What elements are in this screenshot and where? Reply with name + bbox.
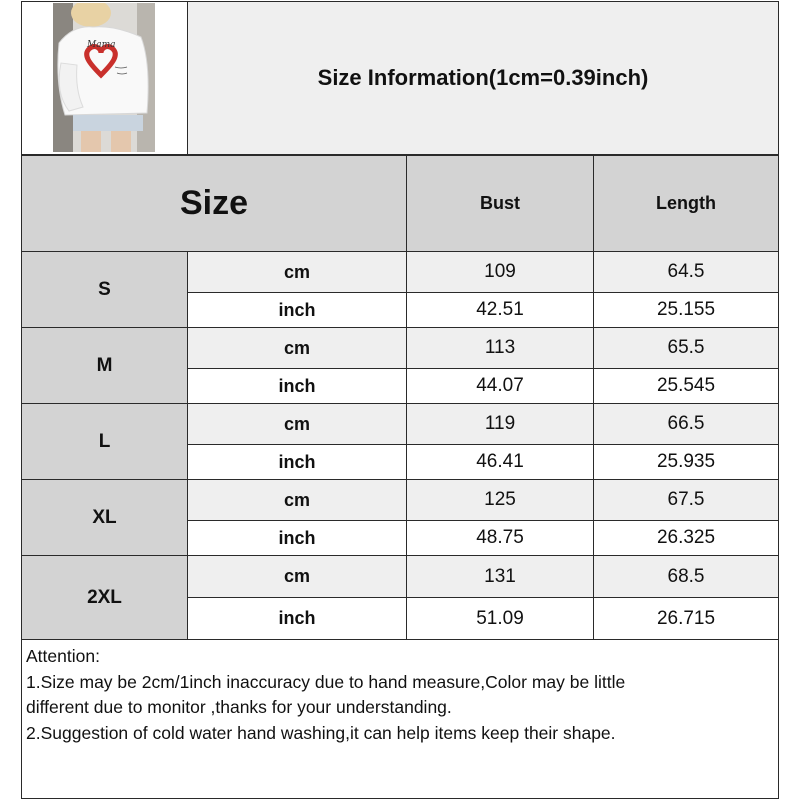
length-value: 25.545	[593, 368, 779, 404]
print-text: Mama	[87, 40, 116, 50]
unit-cell: cm	[187, 327, 407, 369]
length-value: 26.715	[593, 597, 779, 640]
unit-cell: cm	[187, 555, 407, 598]
size-label-xl: XL	[21, 479, 188, 556]
bust-value: 125	[406, 479, 594, 521]
length-value: 25.155	[593, 292, 779, 328]
unit-cell: inch	[187, 292, 407, 328]
bust-value: 51.09	[406, 597, 594, 640]
length-value: 25.935	[593, 444, 779, 480]
unit-cell: cm	[187, 403, 407, 445]
unit-cell: inch	[187, 597, 407, 640]
bust-value: 119	[406, 403, 594, 445]
unit-cell: cm	[187, 479, 407, 521]
size-label-s: S	[21, 251, 188, 328]
size-information-title	[187, 1, 779, 155]
note-line: 2.Suggestion of cold water hand washing,it can help items keep their shape.	[26, 722, 616, 743]
attention-notes	[21, 639, 779, 799]
length-column-header: Length	[593, 155, 779, 252]
bust-value: 44.07	[406, 368, 594, 404]
bust-value: 46.41	[406, 444, 594, 480]
bust-value: 109	[406, 251, 594, 293]
size-label-m: M	[21, 327, 188, 404]
product-photo	[53, 3, 155, 152]
bust-value: 48.75	[406, 520, 594, 556]
length-value: 26.325	[593, 520, 779, 556]
unit-cell: cm	[187, 251, 407, 293]
bust-column-header: Bust	[406, 155, 594, 252]
unit-cell: inch	[187, 444, 407, 480]
unit-cell: inch	[187, 520, 407, 556]
title-text: Size Information(1cm=0.39inch)	[317, 65, 649, 90]
sweatshirt-model-image	[53, 3, 155, 152]
length-value: 66.5	[593, 403, 779, 445]
bust-value: 131	[406, 555, 594, 598]
length-value: 67.5	[593, 479, 779, 521]
length-value: 68.5	[593, 555, 779, 598]
size-label-l: L	[21, 403, 188, 480]
bust-value: 113	[406, 327, 594, 369]
size-column-header: Size	[21, 155, 407, 252]
length-value: 65.5	[593, 327, 779, 369]
length-value: 64.5	[593, 251, 779, 293]
notes-heading: Attention:	[26, 646, 100, 666]
bust-value: 42.51	[406, 292, 594, 328]
unit-cell: inch	[187, 368, 407, 404]
size-label-2xl: 2XL	[21, 555, 188, 640]
note-line: different due to monitor ,thanks for your understanding.	[26, 697, 452, 717]
note-line: 1.Size may be 2cm/1inch inaccuracy due to hand measure,Color may be little	[26, 671, 626, 692]
